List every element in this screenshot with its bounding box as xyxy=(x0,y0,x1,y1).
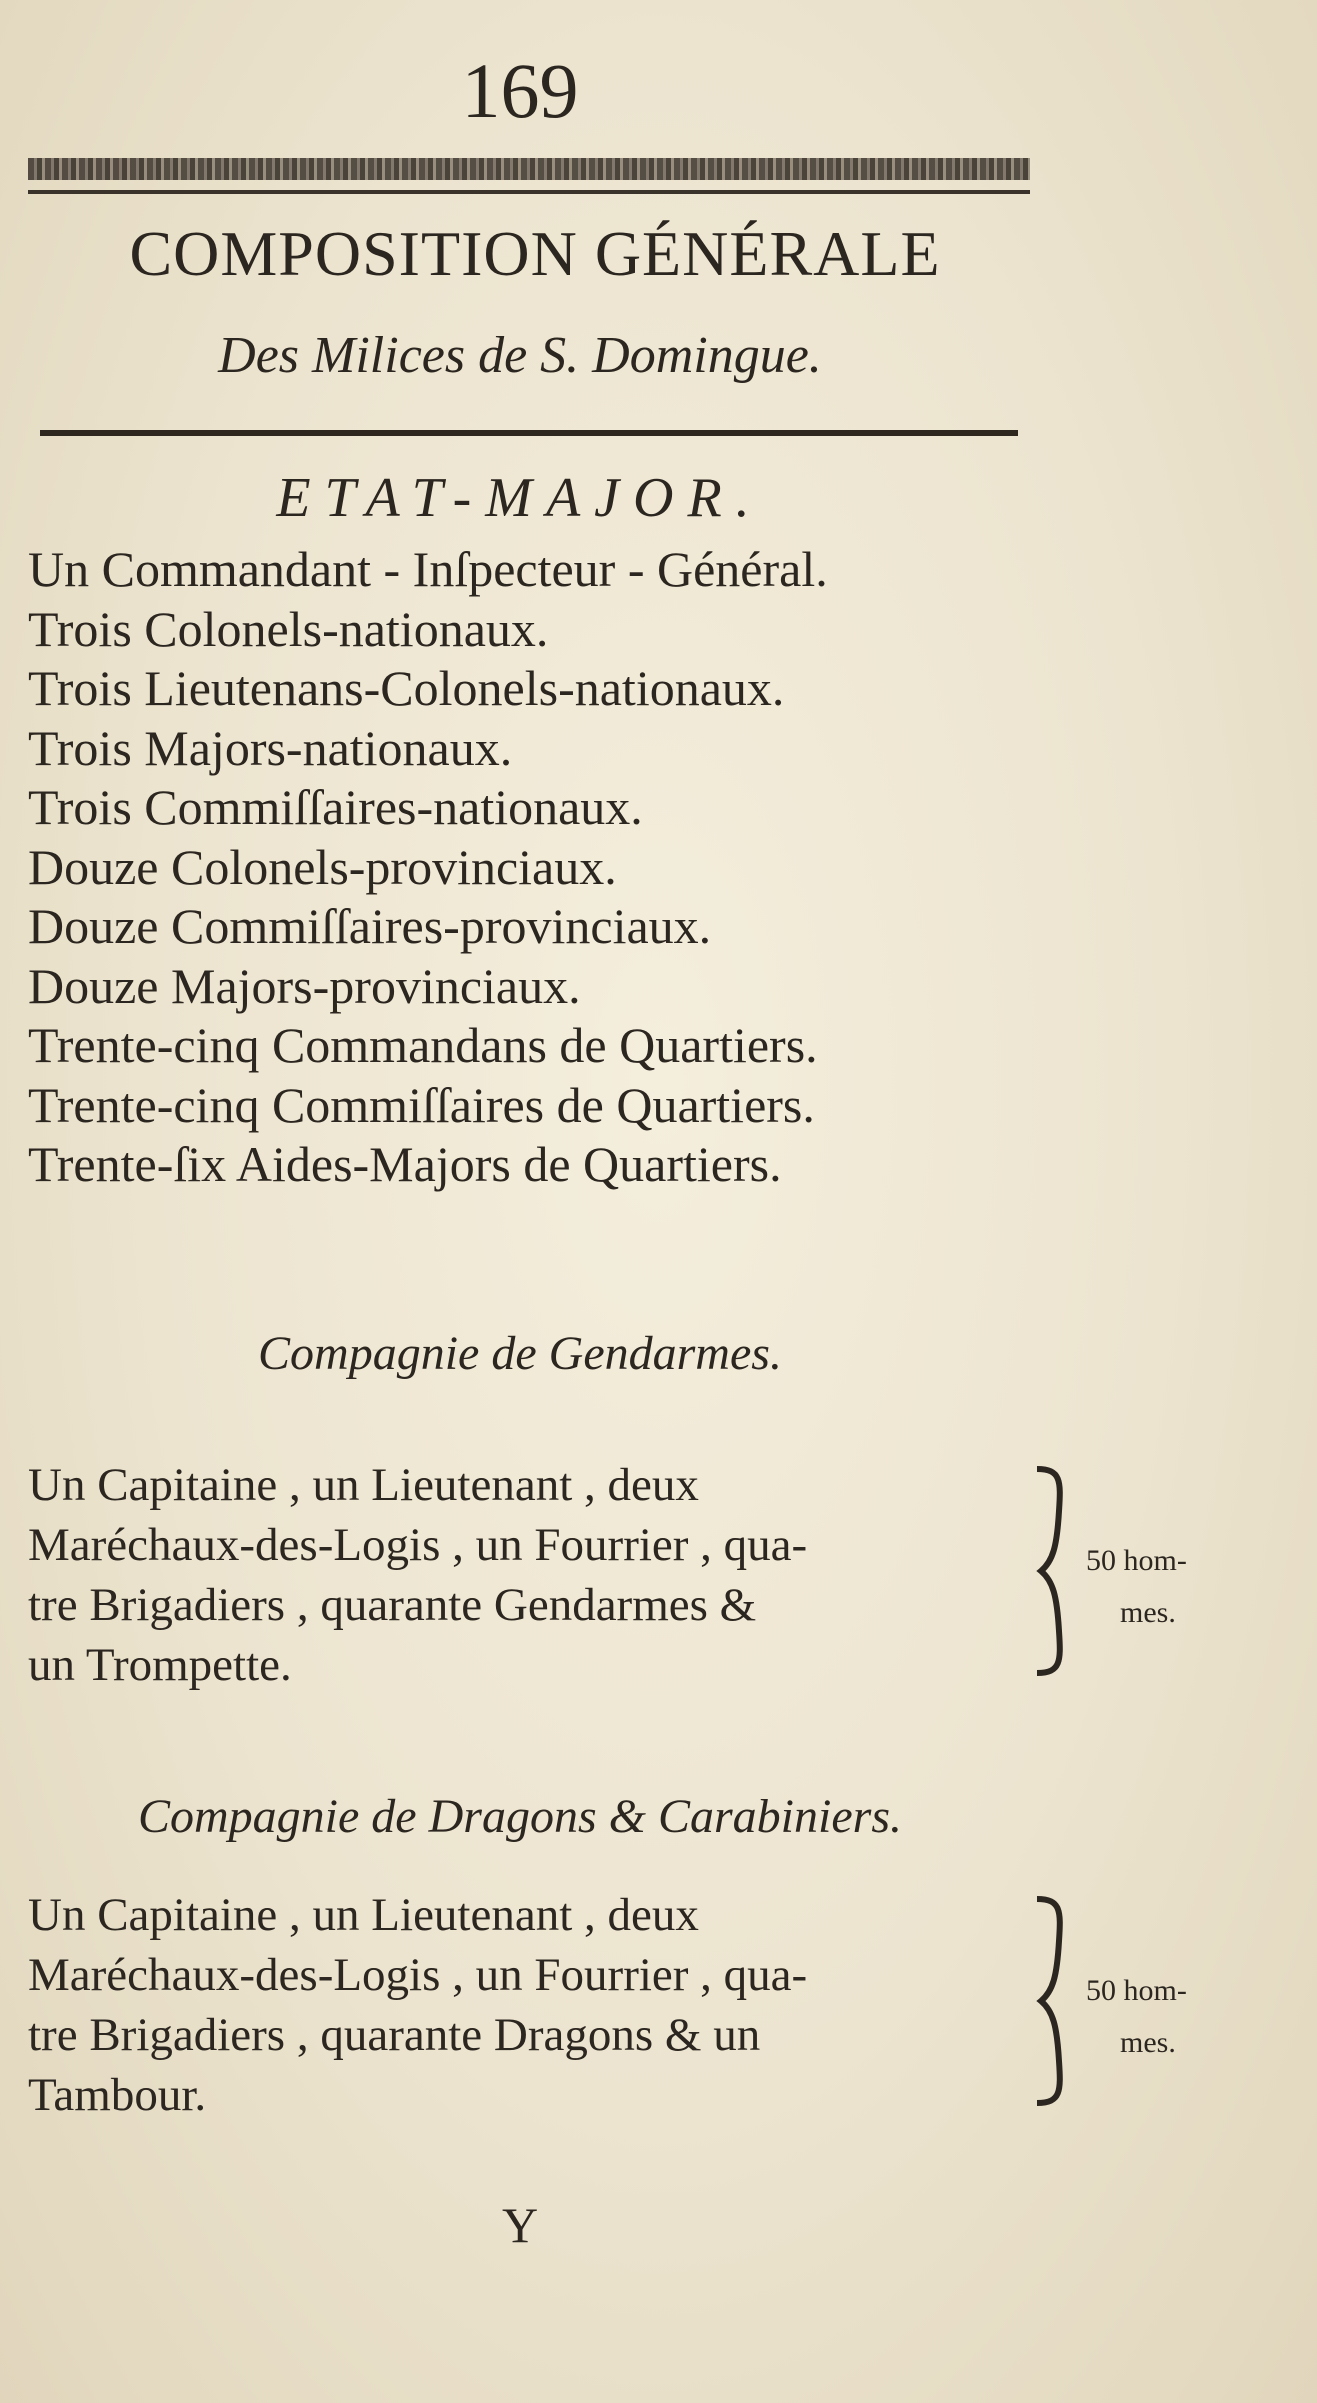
page-title: COMPOSITION GÉNÉRALE xyxy=(129,218,941,289)
list-item: Douze Commiſſaires-provinciaux. xyxy=(28,898,712,954)
list-item: Trois Colonels-nationaux. xyxy=(28,600,549,657)
list-item: Trois Majors-nationaux. xyxy=(28,719,513,776)
description-line: tre Brigadiers , quarante Dragons & un xyxy=(28,2009,761,2061)
gendarmes-description xyxy=(28,1455,1058,1695)
list-item: Trente-ſix Aides-Majors de Quartiers. xyxy=(28,1136,782,1192)
list-item: Trente-cinq Commandans de Quartiers. xyxy=(28,1017,818,1073)
section-divider xyxy=(40,430,1018,436)
dragons-total xyxy=(1086,1965,1317,2069)
description-line: tre Brigadiers , quarante Gendarmes & xyxy=(28,1579,757,1631)
list-item: Trente-cinq Commiſſaires de Quartiers. xyxy=(28,1076,815,1133)
signature-mark: Y xyxy=(501,2197,539,2253)
dragons-description xyxy=(28,1885,1058,2125)
list-item: Douze Majors-provinciaux. xyxy=(28,957,581,1014)
page-subtitle: Des Milices de S. Domingue. xyxy=(218,327,822,384)
list-item: Trois Lieutenans-Colonels-nationaux. xyxy=(28,660,785,716)
curly-brace-icon xyxy=(1031,1891,1071,2111)
curly-brace-icon xyxy=(1031,1461,1071,1681)
gendarmes-section xyxy=(28,1455,1187,1695)
etat-major-heading: ETAT-MAJOR. xyxy=(276,467,764,529)
ornamental-border xyxy=(28,158,1030,180)
total-line: mes. xyxy=(1120,1596,1176,1629)
total-line: 50 hom- xyxy=(1086,1544,1187,1577)
total-line: mes. xyxy=(1120,2026,1176,2059)
etat-major-list xyxy=(28,540,1038,1195)
header-rule xyxy=(28,190,1030,194)
dragons-section xyxy=(28,1885,1187,2125)
description-line: Maréchaux-des-Logis , un Fourrier , qua- xyxy=(28,1519,808,1571)
list-item: Douze Colonels-provinciaux. xyxy=(28,838,617,895)
total-line: 50 hom- xyxy=(1086,1974,1187,2007)
list-item: Un Commandant - Inſpecteur - Général. xyxy=(28,541,828,597)
page-number: 169 xyxy=(461,47,579,134)
description-line: Un Capitaine , un Lieutenant , deux xyxy=(28,1889,699,1941)
description-line: un Trompette. xyxy=(28,1639,292,1691)
gendarmes-heading: Compagnie de Gendarmes. xyxy=(258,1327,782,1380)
gendarmes-total xyxy=(1086,1535,1317,1639)
description-line: Tambour. xyxy=(28,2069,207,2121)
dragons-heading: Compagnie de Dragons & Carabiniers. xyxy=(137,1790,902,1843)
description-line: Un Capitaine , un Lieutenant , deux xyxy=(28,1459,699,1511)
list-item: Trois Commiſſaires-nationaux. xyxy=(28,779,643,835)
description-line: Maréchaux-des-Logis , un Fourrier , qua- xyxy=(28,1949,808,2001)
